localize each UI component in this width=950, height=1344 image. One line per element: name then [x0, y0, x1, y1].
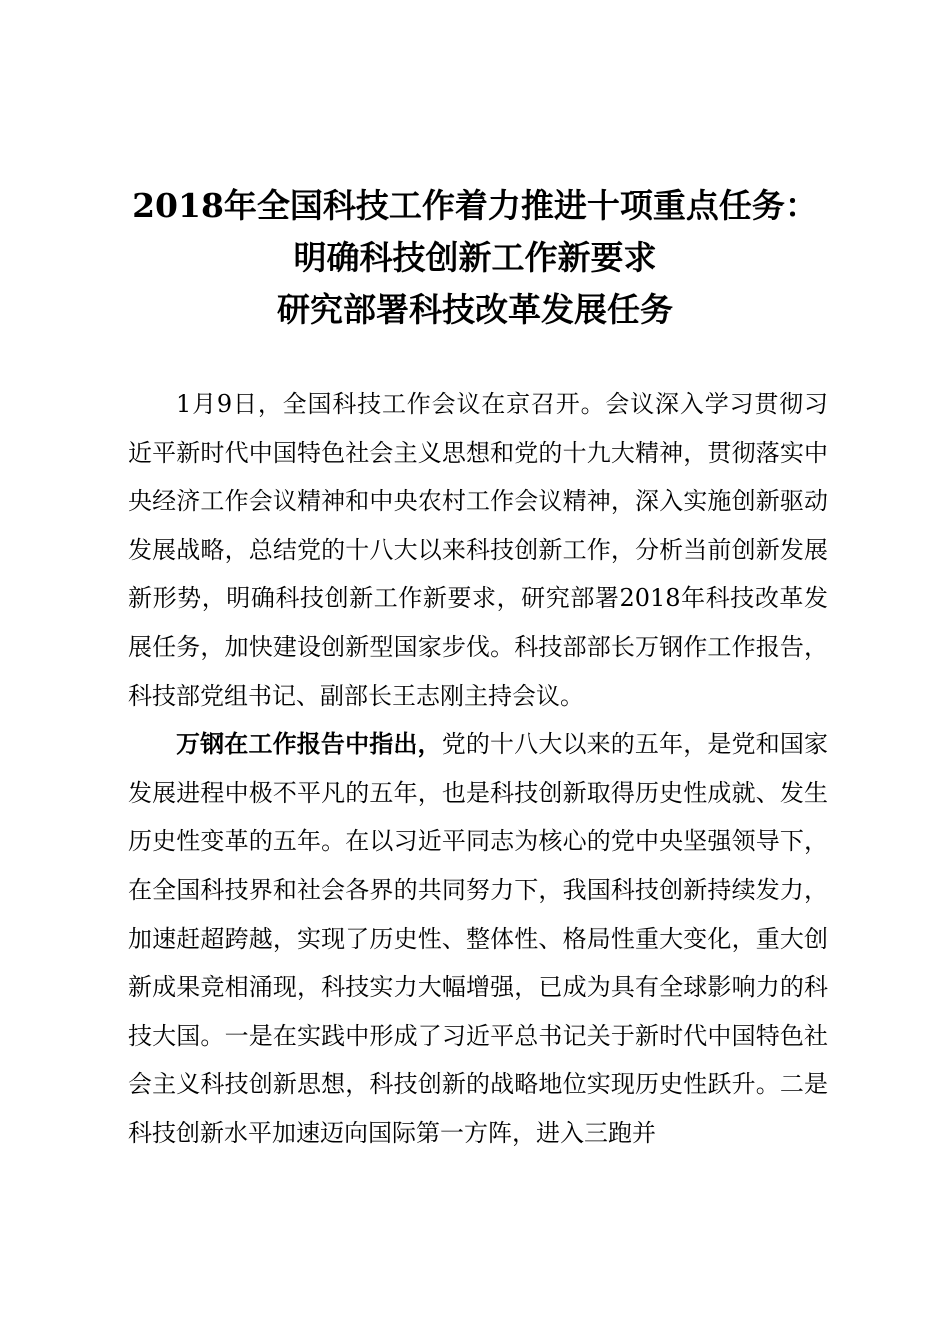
document-body: [128, 380, 828, 1158]
paragraph-1: [128, 380, 828, 720]
title-line-2: 明确科技创新工作新要求: [293, 238, 657, 277]
paragraph-1-text: 1月9日，全国科技工作会议在京召开。会议深入学习贯彻习近平新时代中国特色社会主义思想和党的十九大精神，贯彻落实中央经济工作会议精神和中央农村工作会议精神，深入实施创新驱动发展战略，总结党的十八大以来科技创新工作，分析当前创新发展新形势，明确科技创新工作新要求，研究部署2018年科技改革发展任务，加快建设创新型国家步伐。科技部部长万钢作工作报告，科技部党组书记、副部长王志刚主持会议。: [128, 390, 828, 710]
title-line-3: 研究部署科技改革发展任务: [277, 290, 673, 329]
title-line-1: 2018年全国科技工作着力推进十项重点任务：: [132, 186, 818, 225]
document-title: [100, 180, 850, 336]
paragraph-2: [128, 720, 828, 1157]
paragraph-2-lead: 万钢在工作报告中指出，: [176, 730, 442, 759]
paragraph-2-text: 党的十八大以来的五年，是党和国家发展进程中极不平凡的五年，也是科技创新取得历史性成就、发生历史性变革的五年。在以习近平同志为核心的党中央坚强领导下，在全国科技界和社会各界的共同努力下，我国科技创新持续发力，加速赶超跨越，实现了历史性、整体性、格局性重大变化，重大创新成果竞相涌现，科技实力大幅增强，已成为具有全球影响力的科技大国。一是在实践中形成了习近平总书记关于新时代中国特色社会主义科技创新思想，科技创新的战略地位实现历史性跃升。二是科技创新水平加速迈向国际第一方阵，进入三跑并: [128, 730, 829, 1147]
